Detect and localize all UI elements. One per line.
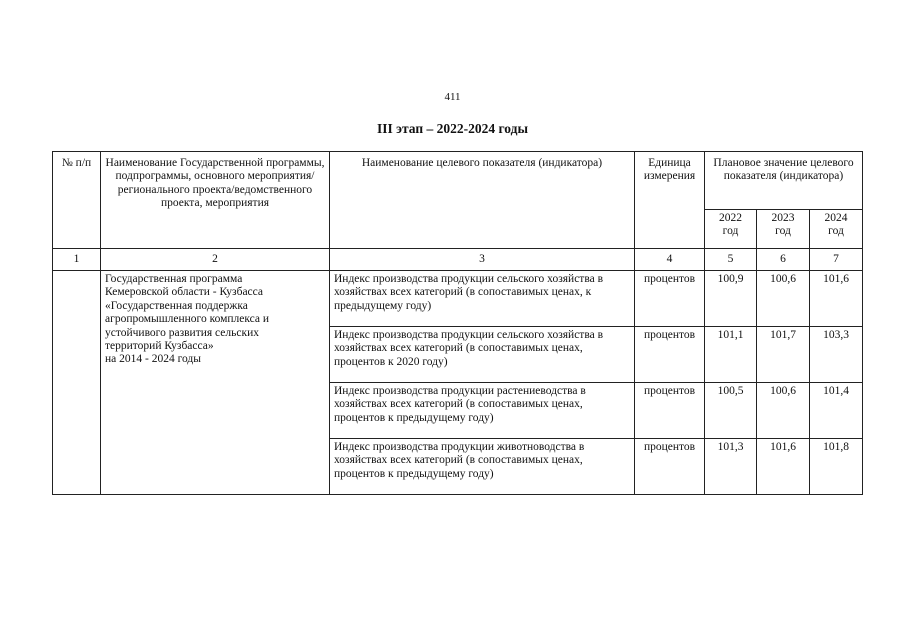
header-year-2023 — [757, 210, 810, 249]
value-2024: 101,6 — [810, 271, 863, 327]
program-line: устойчивого развития сельских — [105, 326, 259, 339]
header-program: Наименование Государственной программы, подпрограммы, основного мероприятия/регионального проекта/ведомственного проекта, мероприятия — [101, 152, 330, 249]
header-year-2022-number: 2022 — [719, 212, 742, 224]
header-year-2024-word: год — [828, 225, 844, 238]
unit-cell: процентов — [635, 439, 705, 495]
value-2023: 100,6 — [757, 271, 810, 327]
program-line: территорий Кузбасса» — [105, 340, 214, 353]
value-2023: 101,6 — [757, 439, 810, 495]
value-2022: 101,1 — [705, 327, 757, 383]
unit-cell: процентов — [635, 271, 705, 327]
value-2024: 103,3 — [810, 327, 863, 383]
page-number: 411 — [444, 91, 461, 103]
value-2023: 101,7 — [757, 327, 810, 383]
header-year-2023-word: год — [775, 225, 791, 238]
column-numbers-row — [53, 249, 863, 271]
table-row — [53, 271, 863, 327]
column-number: 3 — [330, 249, 635, 271]
header-planned-value: Плановое значение целевого показателя (индикатора) — [705, 152, 863, 210]
value-2024: 101,4 — [810, 383, 863, 439]
indicator-name: Индекс производства продукции сельского хозяйства в хозяйствах всех категорий (в сопоставимых ценах, к предыдущему году) — [330, 271, 635, 327]
program-name-cell — [101, 271, 330, 495]
program-line: «Государственная поддержка — [105, 299, 248, 312]
unit-cell: процентов — [635, 327, 705, 383]
indicator-name: Индекс производства продукции животноводства в хозяйствах всех категорий (в сопоставимых ценах, процентов к предыдущему году) — [330, 439, 635, 495]
column-number: 1 — [53, 249, 101, 271]
stage-title: III этап – 2022-2024 годы — [376, 121, 528, 136]
column-number: 4 — [635, 249, 705, 271]
value-2022: 100,9 — [705, 271, 757, 327]
column-number: 2 — [101, 249, 330, 271]
unit-cell: процентов — [635, 383, 705, 439]
header-year-2023-number: 2023 — [771, 212, 795, 224]
header-year-2022 — [705, 210, 757, 249]
indicator-name: Индекс производства продукции сельского хозяйства в хозяйствах всех категорий (в сопоставимых ценах, процентов к 2020 году) — [330, 327, 635, 383]
indicator-name: Индекс производства продукции растениеводства в хозяйствах всех категорий (в сопоставимых ценах, процентов к предыдущему году) — [330, 383, 635, 439]
targets-table — [52, 151, 863, 495]
header-year-2024 — [810, 210, 863, 249]
header-year-2024-number: 2024 — [824, 212, 848, 224]
value-2022: 100,5 — [705, 383, 757, 439]
column-number: 5 — [705, 249, 757, 271]
column-number: 6 — [757, 249, 810, 271]
header-year-2022-word: год — [722, 225, 739, 238]
header-indicator: Наименование целевого показателя (индикатора) — [330, 152, 635, 249]
header-unit: Единица измерения — [635, 152, 705, 249]
header-num: № п/п — [53, 152, 101, 249]
program-line: агропромышленного комплекса и — [105, 313, 270, 326]
program-line: Кемеровской области - Кузбасса — [105, 286, 263, 299]
value-2024: 101,8 — [810, 439, 863, 495]
value-2023: 100,6 — [757, 383, 810, 439]
value-2022: 101,3 — [705, 439, 757, 495]
row-number-cell — [53, 271, 101, 495]
program-line: Государственная программа — [105, 273, 243, 285]
column-number: 7 — [810, 249, 863, 271]
program-line: на 2014 - 2024 годы — [105, 353, 202, 366]
header-row — [53, 152, 863, 210]
